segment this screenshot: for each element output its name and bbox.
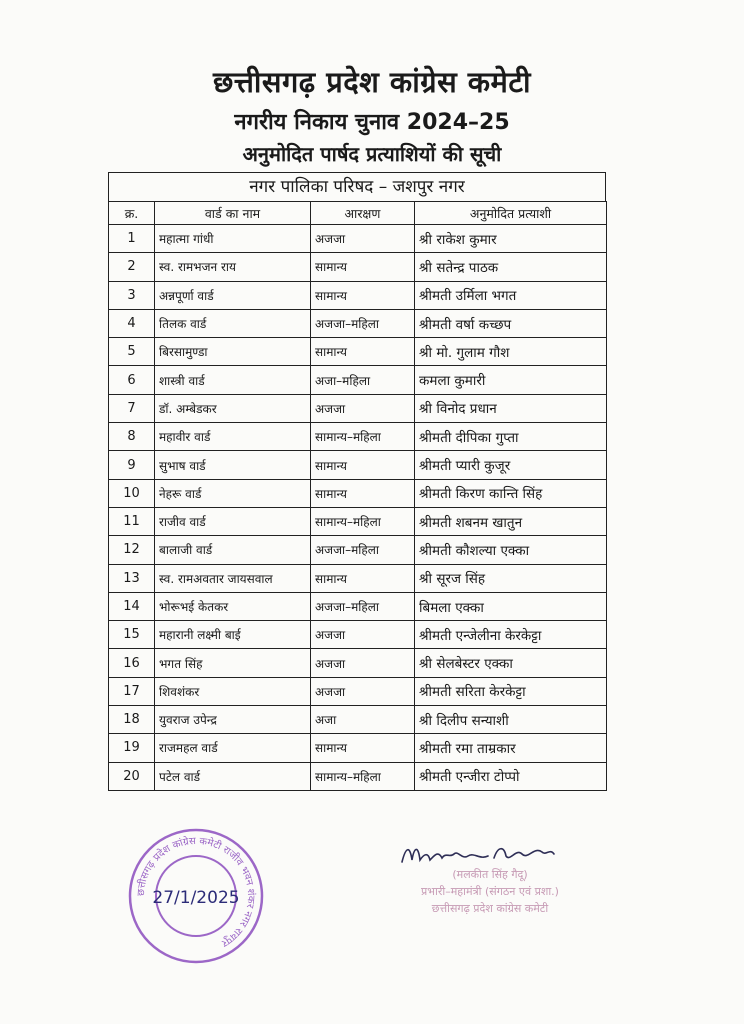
ward-name-cell: स्व. रामभजन राय — [155, 253, 311, 281]
ward-name-cell: तिलक वार्ड — [155, 309, 311, 337]
reservation-cell: अजा — [311, 706, 415, 734]
table-row — [109, 225, 607, 253]
serial-number-cell: 20 — [109, 762, 155, 790]
ward-name-cell: शिवशंकर — [155, 677, 311, 705]
ward-name-cell: सुभाष वार्ड — [155, 451, 311, 479]
table-row — [109, 366, 607, 394]
table-row — [109, 309, 607, 337]
reservation-cell: सामान्य — [311, 281, 415, 309]
serial-number-cell: 2 — [109, 253, 155, 281]
reservation-cell: सामान्य — [311, 734, 415, 762]
ward-name-cell: डॉ. अम्बेडकर — [155, 394, 311, 422]
reservation-column-header: आरक्षण — [311, 202, 415, 225]
reservation-cell: अजजा — [311, 649, 415, 677]
candidate-name-cell: श्रीमती एन्जीरा टोप्पो — [415, 762, 607, 790]
table-body — [109, 225, 607, 791]
reservation-cell: अजजा–महिला — [311, 309, 415, 337]
table-row — [109, 338, 607, 366]
ward-name-cell: स्व. रामअवतार जायसवाल — [155, 564, 311, 592]
ward-name-cell: महावीर वार्ड — [155, 423, 311, 451]
reservation-cell: अजजा–महिला — [311, 592, 415, 620]
candidate-name-cell: श्रीमती वर्षा कच्छप — [415, 309, 607, 337]
candidate-column-header: अनुमोदित प्रत्याशी — [415, 202, 607, 225]
candidate-name-cell: श्री सतेन्द्र पाठक — [415, 253, 607, 281]
reservation-cell: सामान्य–महिला — [311, 423, 415, 451]
serial-number-cell: 4 — [109, 309, 155, 337]
candidate-list — [108, 172, 606, 791]
table-row — [109, 394, 607, 422]
serial-number-cell: 14 — [109, 592, 155, 620]
table-row — [109, 621, 607, 649]
reservation-cell: सामान्य — [311, 479, 415, 507]
municipal-body-name: नगर पालिका परिषद – जशपुर नगर — [108, 172, 606, 201]
org-title: छत्तीसगढ़ प्रदेश कांग्रेस कमेटी — [212, 65, 532, 99]
table-row — [109, 281, 607, 309]
ward-name-cell: भगत सिंह — [155, 649, 311, 677]
table-header-row — [109, 202, 607, 225]
reservation-cell: सामान्य — [311, 253, 415, 281]
serial-column-header: क्र. — [109, 202, 155, 225]
candidate-name-cell: श्रीमती प्यारी कुजूर — [415, 451, 607, 479]
official-seal — [126, 826, 266, 966]
candidate-name-cell: श्रीमती उर्मिला भगत — [415, 281, 607, 309]
reservation-cell: सामान्य — [311, 564, 415, 592]
reservation-cell: सामान्य — [311, 451, 415, 479]
serial-number-cell: 5 — [109, 338, 155, 366]
serial-number-cell: 18 — [109, 706, 155, 734]
table-row — [109, 677, 607, 705]
table-row — [109, 649, 607, 677]
ward-name-cell: नेहरू वार्ड — [155, 479, 311, 507]
candidate-name-cell: श्री मो. गुलाम गौश — [415, 338, 607, 366]
candidate-name-cell: श्री सेलबेस्टर एक्का — [415, 649, 607, 677]
reservation-cell: अजजा — [311, 225, 415, 253]
table-row — [109, 507, 607, 535]
serial-number-cell: 8 — [109, 423, 155, 451]
ward-name-cell: पटेल वार्ड — [155, 762, 311, 790]
table-row — [109, 253, 607, 281]
table-row — [109, 479, 607, 507]
ward-name-cell: बालाजी वार्ड — [155, 536, 311, 564]
seal-ring-text: छत्तीसगढ़ प्रदेश कांग्रेस कमेटी राजीव भवन शंकर नगर रायपुर — [135, 835, 257, 949]
serial-number-cell: 16 — [109, 649, 155, 677]
candidate-table — [108, 201, 607, 791]
ward-name-cell: अन्नपूर्णा वार्ड — [155, 281, 311, 309]
serial-number-cell: 17 — [109, 677, 155, 705]
ward-column-header: वार्ड का नाम — [155, 202, 311, 225]
candidate-name-cell: श्री राकेश कुमार — [415, 225, 607, 253]
serial-number-cell: 6 — [109, 366, 155, 394]
table-row — [109, 734, 607, 762]
table-row — [109, 451, 607, 479]
serial-number-cell: 15 — [109, 621, 155, 649]
signatory-name: (मलकीत सिंह गैदू) — [452, 868, 528, 881]
candidate-name-cell: बिमला एक्का — [415, 592, 607, 620]
serial-number-cell: 3 — [109, 281, 155, 309]
candidate-name-cell: श्रीमती एन्जेलीना केरकेट्टा — [415, 621, 607, 649]
candidate-name-cell: श्रीमती शबनम खातुन — [415, 507, 607, 535]
table-row — [109, 592, 607, 620]
ward-name-cell: राजीव वार्ड — [155, 507, 311, 535]
table-row — [109, 706, 607, 734]
ward-name-cell: राजमहल वार्ड — [155, 734, 311, 762]
serial-number-cell: 12 — [109, 536, 155, 564]
table-row — [109, 564, 607, 592]
list-title: अनुमोदित पार्षद प्रत्याशियों की सूची — [242, 142, 502, 166]
signatory-designation: प्रभारी–महामंत्री (संगठन एवं प्रशा.) — [421, 885, 559, 898]
candidate-name-cell: श्रीमती रमा ताम्रकार — [415, 734, 607, 762]
candidate-name-cell: श्री दिलीप सन्याशी — [415, 706, 607, 734]
serial-number-cell: 10 — [109, 479, 155, 507]
reservation-cell: अजजा — [311, 394, 415, 422]
serial-number-cell: 11 — [109, 507, 155, 535]
candidate-name-cell: श्रीमती कौशल्या एक्का — [415, 536, 607, 564]
ward-name-cell: भोरूभई केतकर — [155, 592, 311, 620]
reservation-cell: सामान्य — [311, 338, 415, 366]
ward-name-cell: बिरसामुण्डा — [155, 338, 311, 366]
table-row — [109, 536, 607, 564]
serial-number-cell: 13 — [109, 564, 155, 592]
ward-name-cell: युवराज उपेन्द्र — [155, 706, 311, 734]
candidate-name-cell: श्रीमती दीपिका गुप्ता — [415, 423, 607, 451]
signatory-block — [380, 866, 600, 917]
candidate-name-cell: कमला कुमारी — [415, 366, 607, 394]
election-title: नगरीय निकाय चुनाव 2024–25 — [234, 110, 510, 135]
serial-number-cell: 9 — [109, 451, 155, 479]
serial-number-cell: 1 — [109, 225, 155, 253]
reservation-cell: अजजा–महिला — [311, 536, 415, 564]
table-row — [109, 423, 607, 451]
reservation-cell: अजजा — [311, 677, 415, 705]
reservation-cell: सामान्य–महिला — [311, 507, 415, 535]
seal-date: 27/1/2025 — [152, 888, 240, 908]
ward-name-cell: महात्मा गांधी — [155, 225, 311, 253]
table-row — [109, 762, 607, 790]
candidate-name-cell: श्रीमती किरण कान्ति सिंह — [415, 479, 607, 507]
reservation-cell: सामान्य–महिला — [311, 762, 415, 790]
reservation-cell: अजा–महिला — [311, 366, 415, 394]
candidate-name-cell: श्रीमती सरिता केरकेट्टा — [415, 677, 607, 705]
serial-number-cell: 19 — [109, 734, 155, 762]
ward-name-cell: महारानी लक्ष्मी बाई — [155, 621, 311, 649]
candidate-name-cell: श्री विनोद प्रधान — [415, 394, 607, 422]
signatory-organization: छत्तीसगढ़ प्रदेश कांग्रेस कमेटी — [431, 902, 549, 915]
ward-name-cell: शास्त्री वार्ड — [155, 366, 311, 394]
candidate-name-cell: श्री सूरज सिंह — [415, 564, 607, 592]
reservation-cell: अजजा — [311, 621, 415, 649]
serial-number-cell: 7 — [109, 394, 155, 422]
